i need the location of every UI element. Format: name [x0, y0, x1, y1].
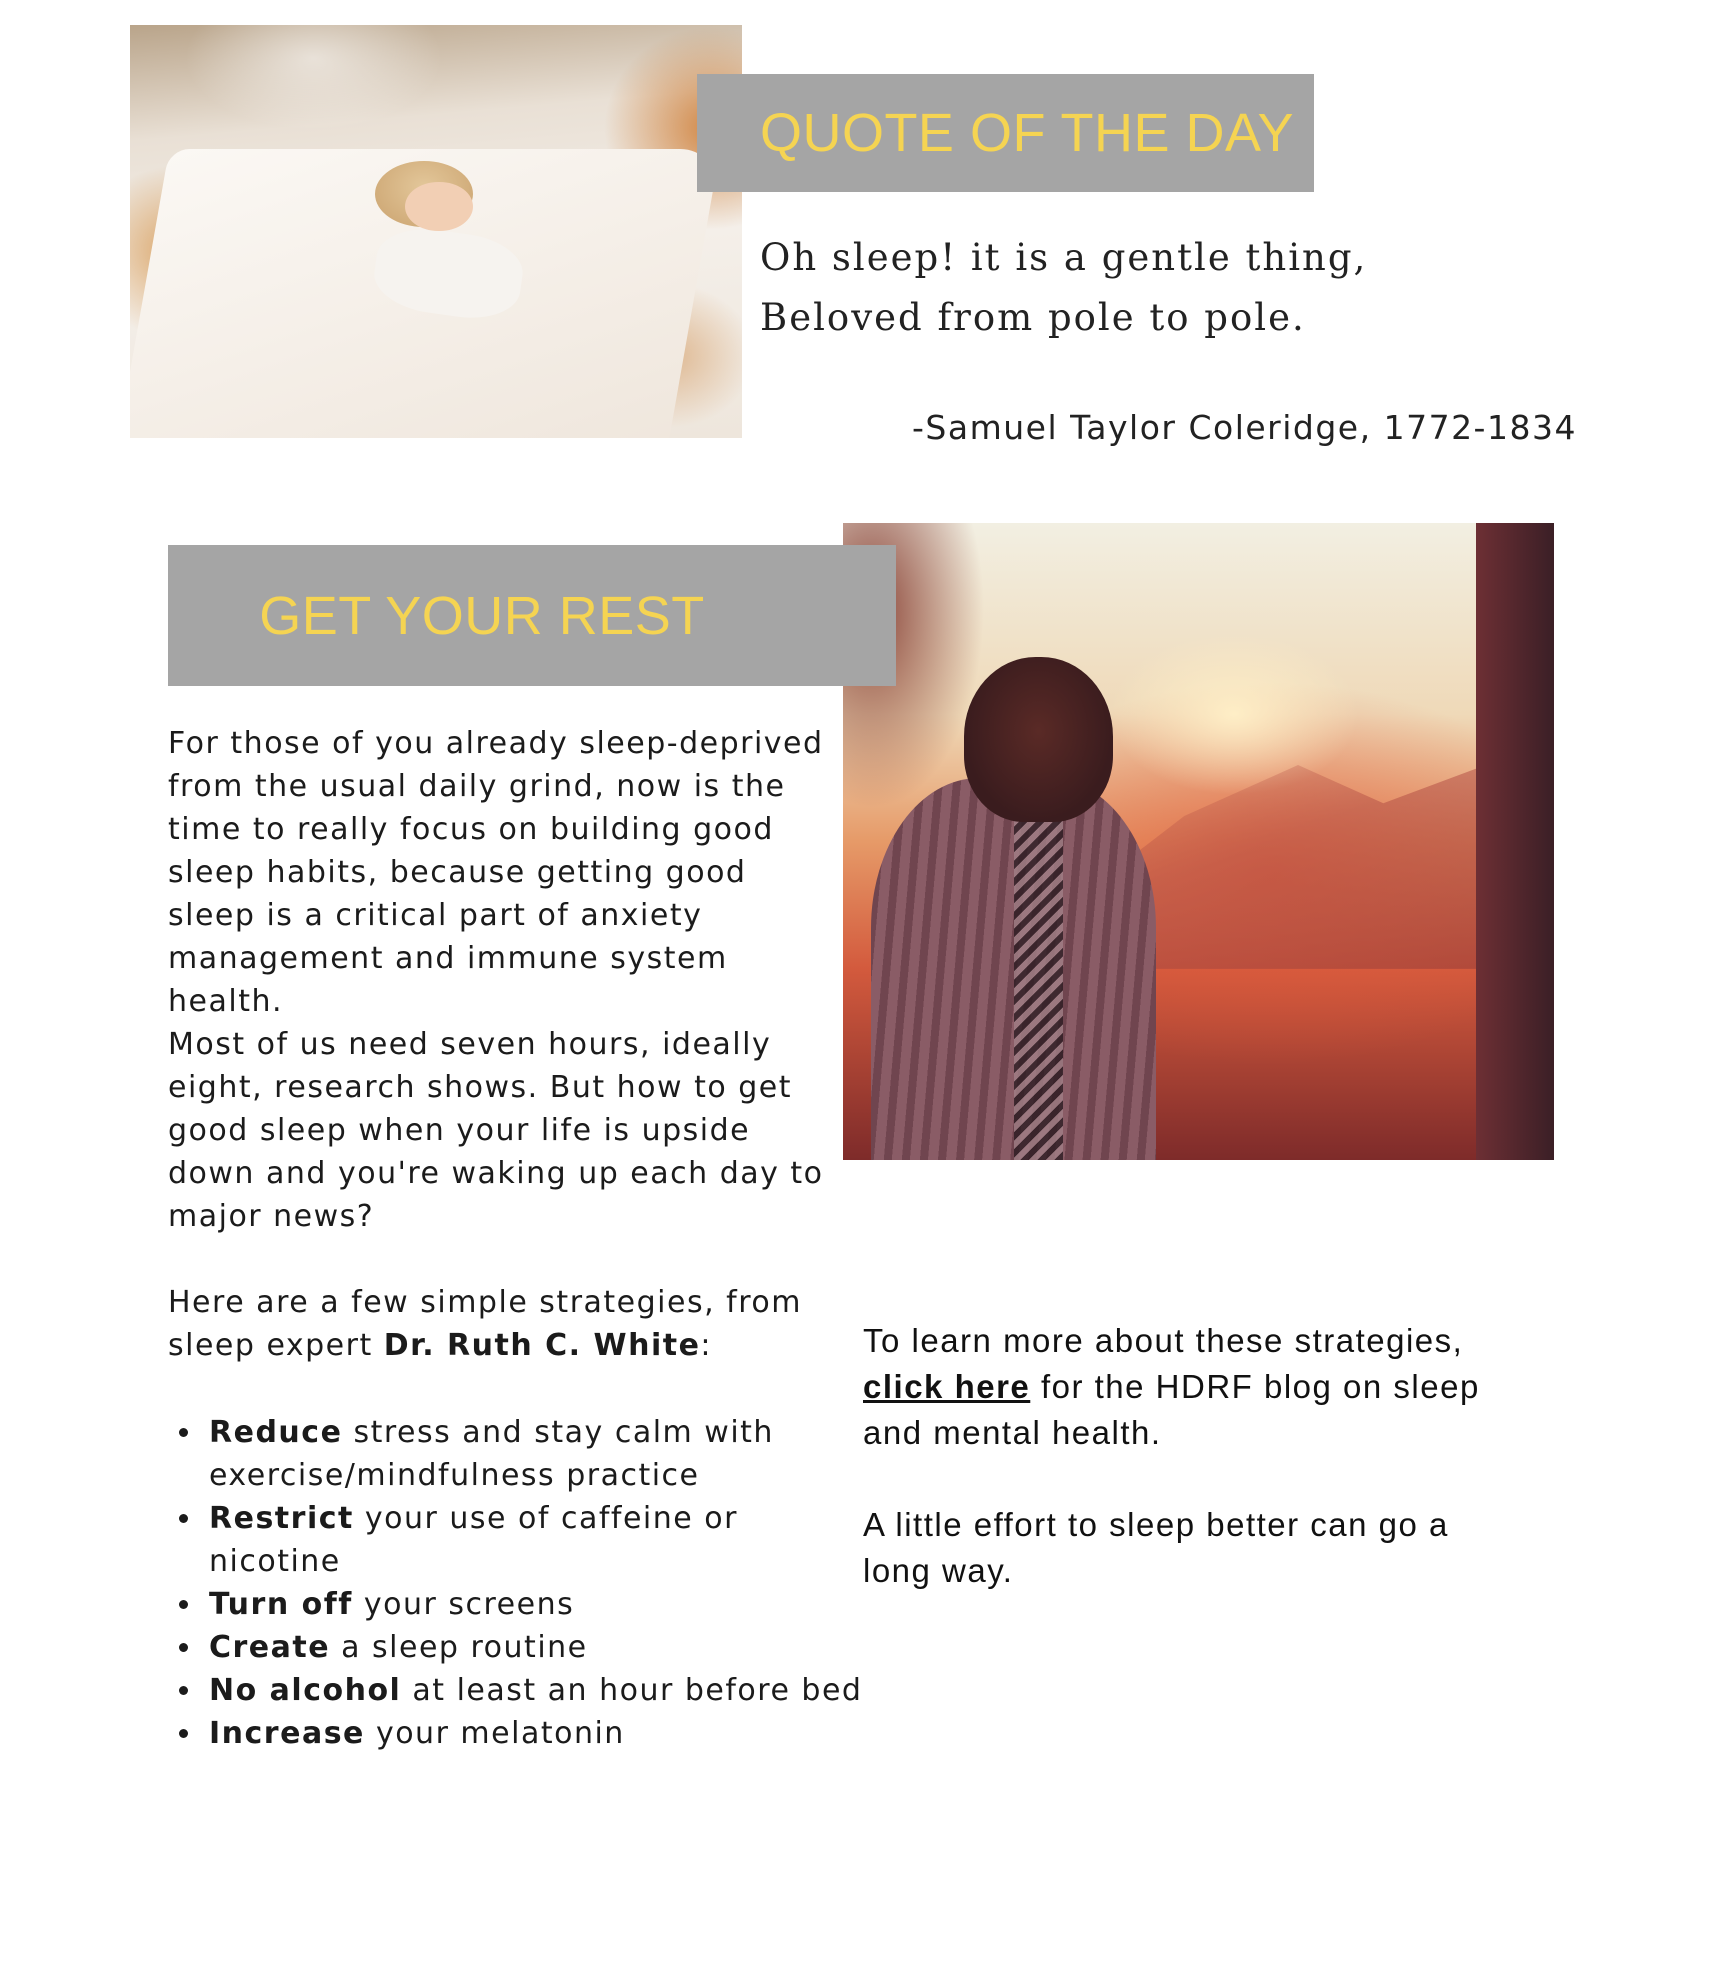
person-head-shape	[964, 657, 1113, 823]
sleep-hours-paragraph: Most of us need seven hours, ideally eight, research shows. But how to get good sleep when your life is upside down and you're waking up each day to major news?	[168, 1027, 824, 1234]
list-item	[209, 1411, 889, 1497]
face-shape	[405, 182, 472, 232]
rest-title: GET YOUR REST	[259, 585, 705, 646]
strategies-intro-suffix: :	[700, 1328, 713, 1363]
list-item	[209, 1626, 889, 1669]
sunset-woman-photo	[843, 523, 1554, 1160]
click-here-link[interactable]: click here	[863, 1368, 1031, 1405]
strategy-list	[168, 1411, 889, 1755]
strategy-keyword: Increase	[209, 1716, 365, 1751]
strategy-detail: at least an hour before bed	[401, 1673, 863, 1708]
strategies-intro-prefix: Here are a few simple strategies, from sleep expert	[168, 1285, 802, 1363]
intro-paragraph: For those of you already sleep-deprived from the usual daily grind, now is the time to really focus on building good sleep habits, because getting good sleep is a critical part of anxiety management and immune system health.	[168, 726, 824, 1019]
strategy-keyword: Create	[209, 1630, 331, 1665]
tree-trunk-shape	[1476, 523, 1554, 1160]
sleeping-woman-photo	[130, 25, 742, 438]
strategy-keyword: No alcohol	[209, 1673, 402, 1708]
strategies-intro-paragraph	[168, 1281, 828, 1367]
strategy-detail: your screens	[352, 1587, 575, 1622]
strategy-keyword: Reduce	[209, 1415, 343, 1450]
learn-more-suffix: for the HDRF blog on sleep and mental health.	[863, 1368, 1480, 1451]
learn-more-paragraph	[863, 1318, 1503, 1456]
list-item	[209, 1583, 889, 1626]
quote-attribution: -Samuel Taylor Coleridge, 1772-1834	[912, 408, 1577, 447]
blanket-pattern-shape	[1014, 810, 1064, 1160]
quote-title-banner	[697, 74, 1314, 192]
list-item	[209, 1497, 769, 1583]
list-item	[209, 1712, 889, 1755]
learn-more-prefix: To learn more about these strategies,	[863, 1322, 1464, 1359]
quote-text	[760, 228, 1368, 348]
quote-line-2: Beloved from pole to pole.	[760, 296, 1306, 339]
strategy-detail: a sleep routine	[330, 1630, 588, 1665]
quote-title: QUOTE OF THE DAY	[759, 103, 1294, 163]
rest-title-banner	[168, 545, 896, 686]
strategy-detail: stress and stay calm with exercise/mindfulness practice	[209, 1415, 774, 1493]
strategy-keyword: Turn off	[209, 1587, 353, 1622]
expert-name: Dr. Ruth C. White	[383, 1328, 701, 1363]
closing-paragraph: A little effort to sleep better can go a long way.	[863, 1506, 1449, 1589]
strategy-keyword: Restrict	[209, 1501, 354, 1536]
strategy-detail: your melatonin	[364, 1716, 625, 1751]
strategy-detail: your use of caffeine or nicotine	[209, 1501, 738, 1579]
list-item	[209, 1669, 889, 1712]
quote-line-1: Oh sleep! it is a gentle thing,	[760, 236, 1368, 279]
